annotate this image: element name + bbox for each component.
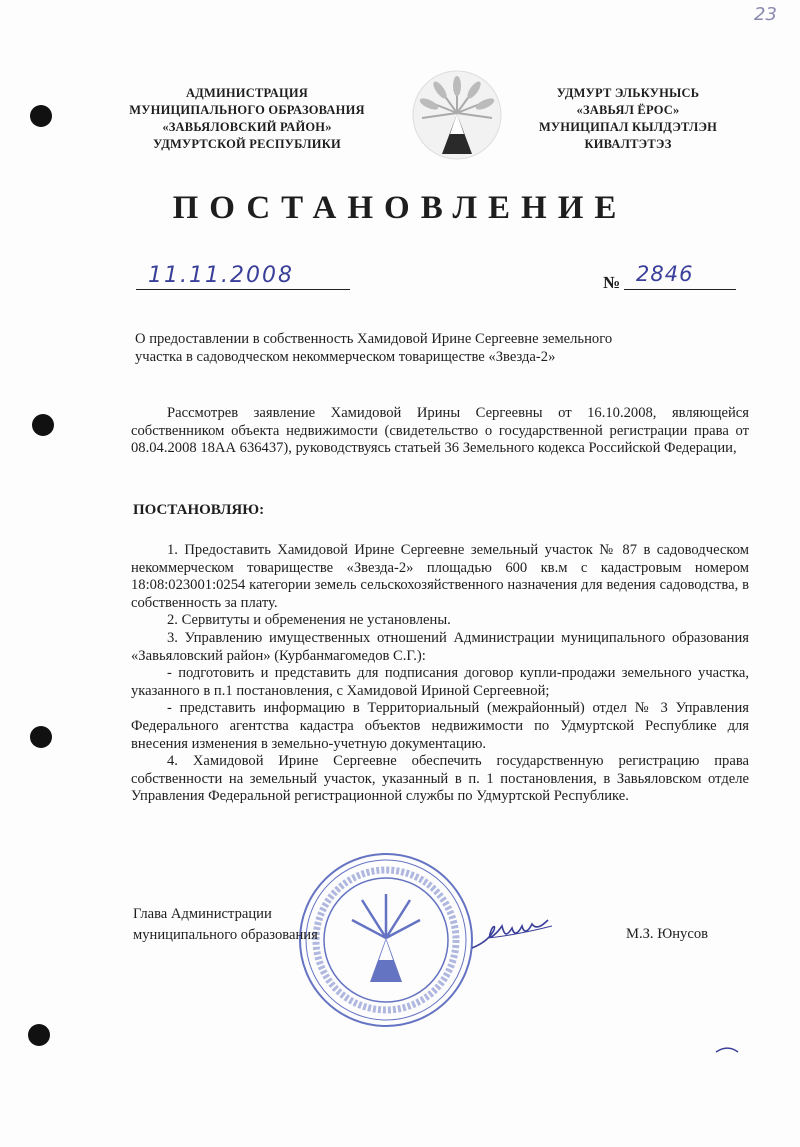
- decree-items: [131, 542, 749, 806]
- document-subject: О предоставлении в собственность Хамидовой Ирине Сергеевне земельного участка в садоводческом некоммерческом товариществе «Звезда-2»: [135, 331, 613, 365]
- number-label: №: [603, 273, 621, 292]
- decree-item-2: 2. Сервитуты и обременения не установлены.: [167, 612, 451, 629]
- handwritten-signature: [468, 908, 558, 958]
- signatory-name: М.З. Юнусов: [626, 926, 709, 942]
- decree-item-4: 4. Хамидовой Ирине Сергеевне обеспечить государственную регистрацию права собственности на земельный участок, указанный в п. 1 постановления, в Завьяловском отделе Управления Федеральной регистрационной службы по Удмуртской Республике.: [131, 753, 749, 805]
- punch-hole: [30, 726, 52, 748]
- decree-heading: ПОСТАНОВЛЯЮ:: [133, 502, 265, 518]
- pen-mark: [714, 1044, 740, 1056]
- header-right-org: УДМУРТ ЭЛЬКУНЫСЬ «ЗАВЬЯЛ ЁРОС» МУНИЦИПАЛ КЫЛДЭТЛЭН КИВАЛТЭТЭЗ: [538, 86, 718, 151]
- punch-hole: [28, 1024, 50, 1046]
- emblem-logo: [410, 68, 504, 162]
- decree-item-1: 1. Предоставить Хамидовой Ирине Сергеевне земельный участок № 87 в садоводческом некоммерческом товариществе «Звезда-2» площадью 600 кв.м с кадастровым номером 18:08:023001:0254 категории земель сельскохозяйственного назначения для ведения садоводства, в собственность за плату.: [131, 542, 749, 611]
- preamble-paragraph: Рассмотрев заявление Хамидовой Ирины Сергеевны от 16.10.2008, являющейся собственником объекта недвижимости (свидетельство о государственной регистрации права от 08.04.2008 18АА 636437), руководствуясь статьей 36 Земельного кодекса Российской Федерации,: [131, 405, 749, 457]
- punch-hole: [32, 414, 54, 436]
- decree-item-3b: - представить информацию в Территориальный (межрайонный) отдел № 3 Управления Федерального агентства кадастра объектов недвижимости по Удмуртской Республике для внесения изменения в земельно-учетную документацию.: [131, 700, 749, 752]
- number-underline: [624, 289, 736, 290]
- document-date: 11.11.2008: [148, 263, 294, 288]
- document-title: ПОСТАНОВЛЕНИЕ: [172, 190, 628, 226]
- decree-item-3: 3. Управлению имущественных отношений Администрации муниципального образования «Завьяловский район» (Курбанмагомедов С.Г.):: [131, 629, 749, 664]
- date-underline: [136, 289, 350, 290]
- official-seal-stamp: [296, 850, 476, 1030]
- signatory-position: Глава Администрации муниципального образования: [133, 906, 318, 943]
- document-number: 2846: [636, 262, 694, 286]
- corner-page-note: 23: [754, 4, 777, 25]
- decree-item-3a: - подготовить и представить для подписания договор купли-продажи земельного участка, указанного в п.1 постановления, с Хамидовой Ириной Сергеевной;: [131, 665, 749, 699]
- header-left-org: АДМИНИСТРАЦИЯ МУНИЦИПАЛЬНОГО ОБРАЗОВАНИЯ «ЗАВЬЯЛОВСКИЙ РАЙОН» УДМУРТСКОЙ РЕСПУБЛИКИ: [129, 86, 365, 151]
- punch-hole: [30, 105, 52, 127]
